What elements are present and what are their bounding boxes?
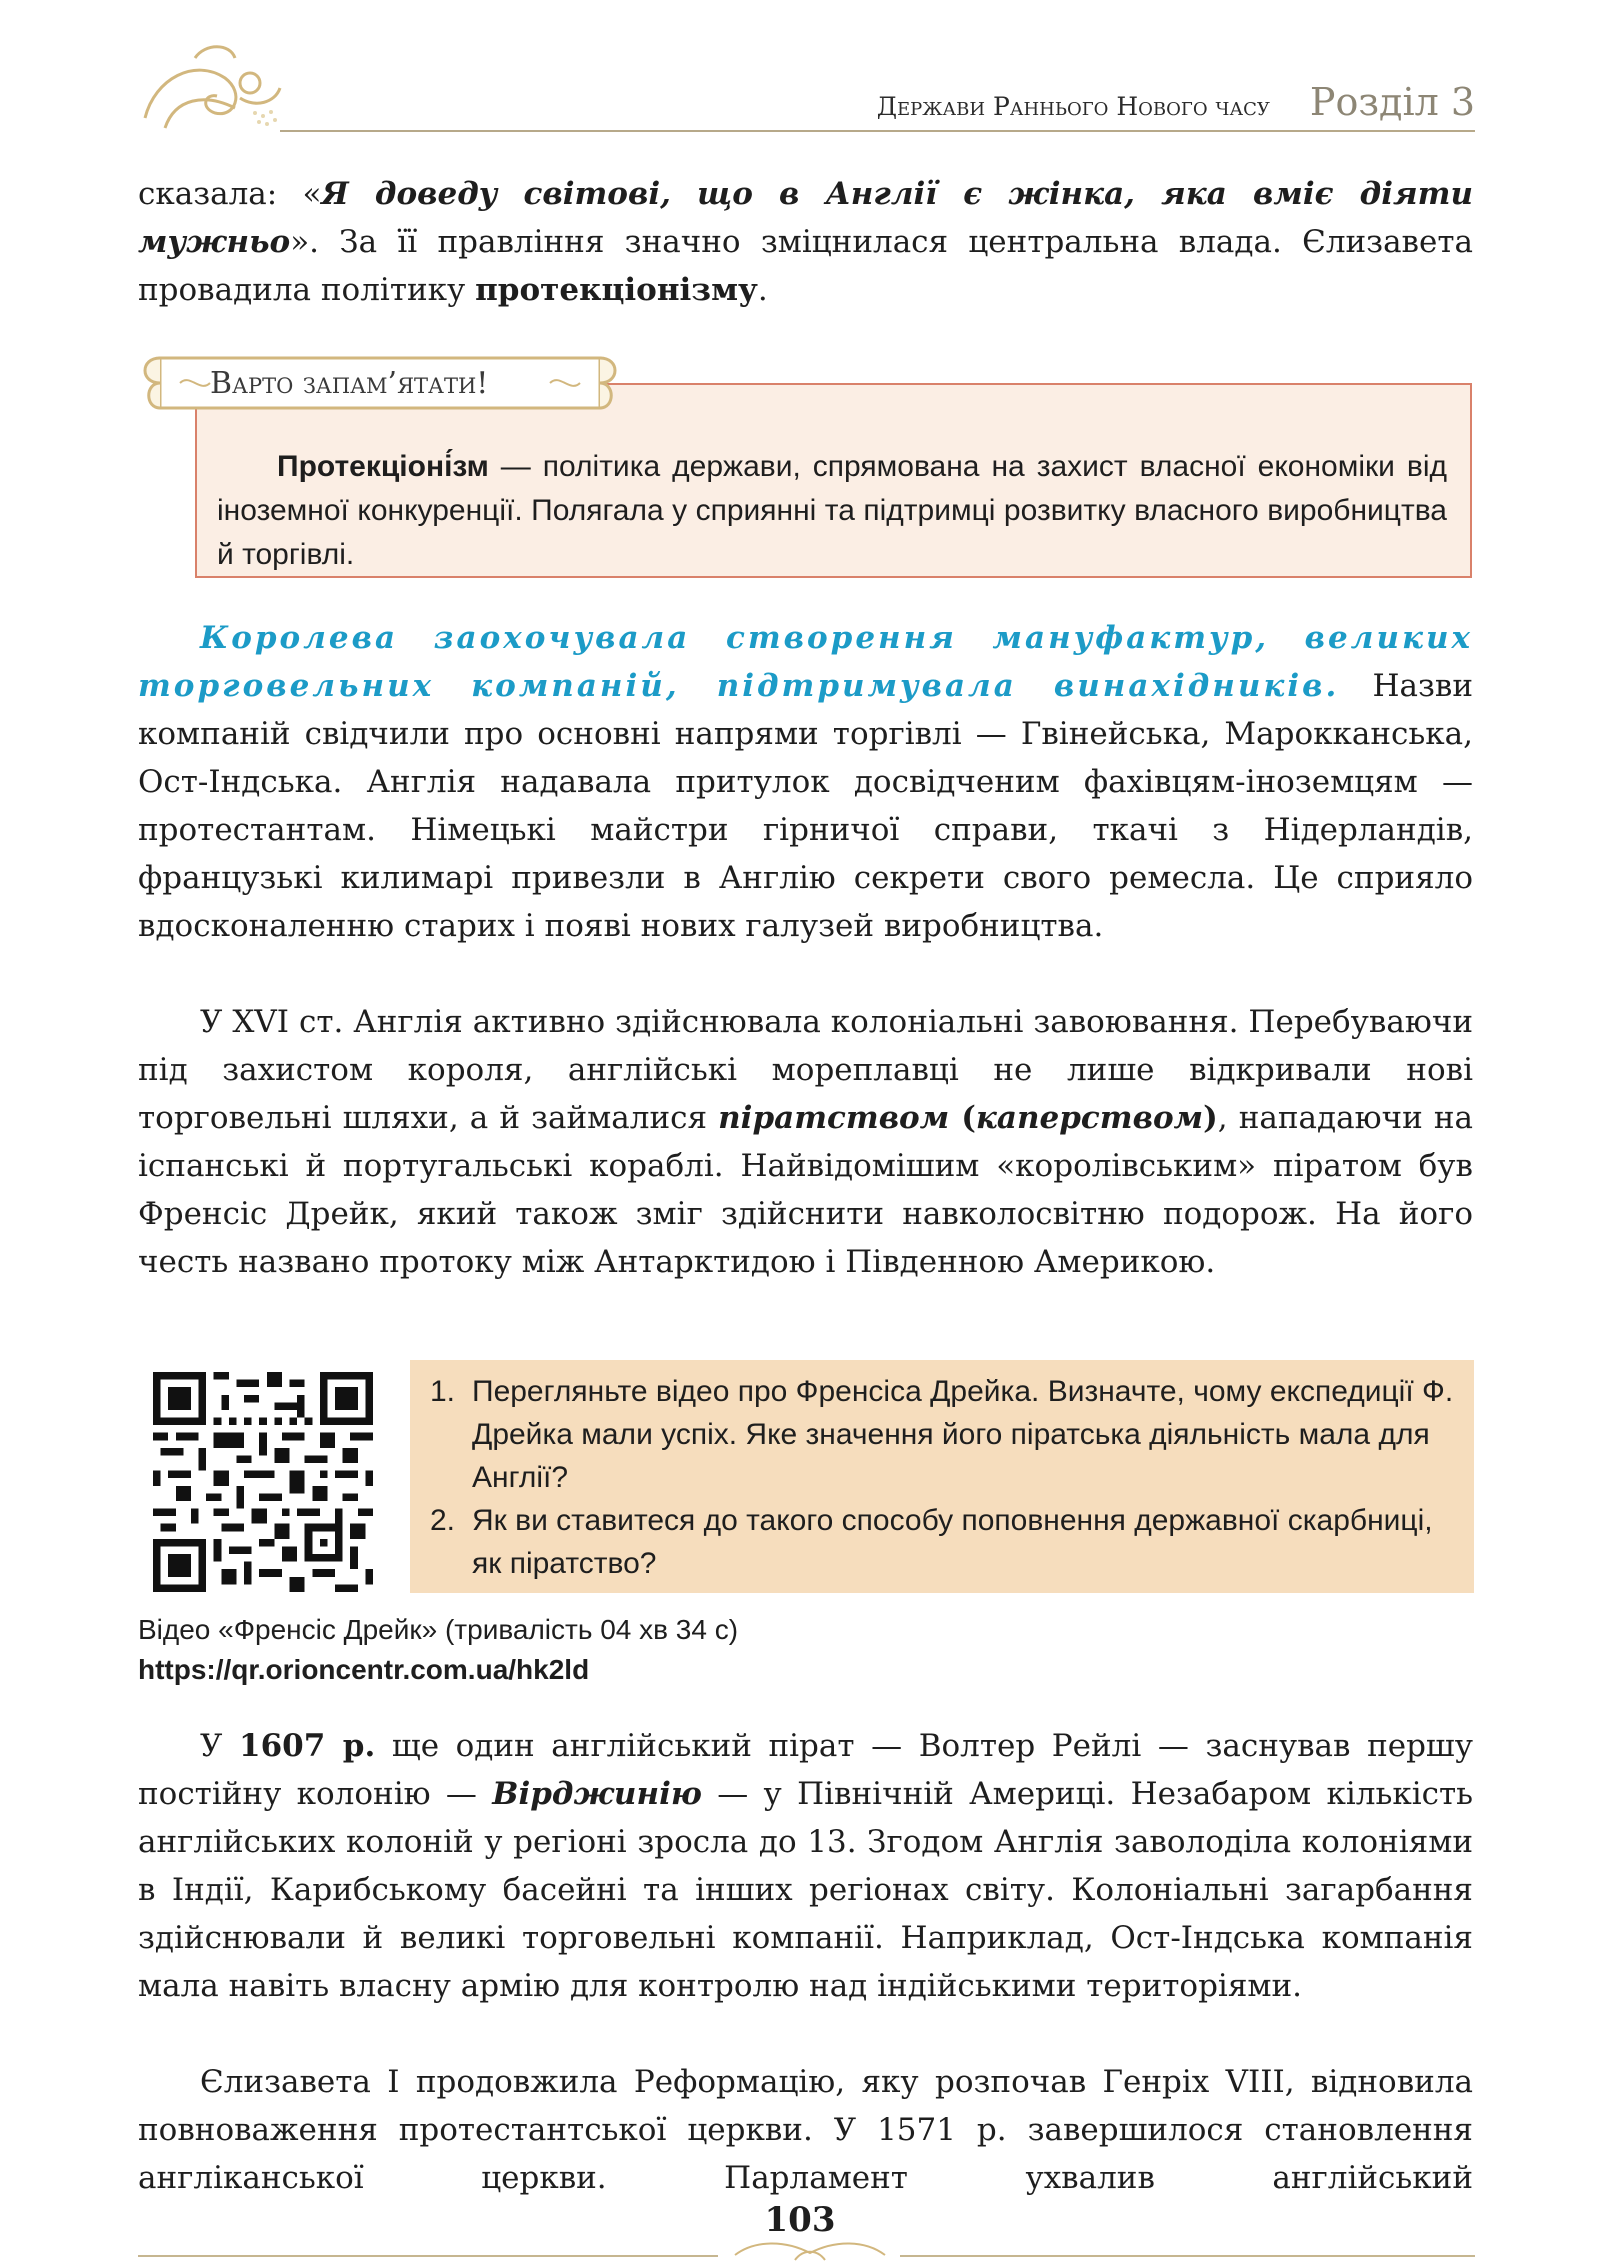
header-chapter-label: Розділ 3 [1309, 80, 1475, 124]
intro-text-1: сказала: « [138, 176, 322, 212]
piracy-text-2: , нападаючи на іспанські й португальські кораблі. Найвідомішим «королівським» піратом був Френсіс Дрейк, який також зміг здійснити навколосвітню подорож. На його честь названо протоку між Антарктидою і Південною Америкою. [138, 1100, 1473, 1280]
colony-virginia: Вірджинію [492, 1776, 702, 1812]
footer-rule-left [138, 2255, 718, 2257]
corner-ornament [135, 38, 285, 138]
header-rule [280, 130, 1475, 132]
remember-definition-text: — політика держави, спрямована на захист власної економіки від іноземної конкуренції. Полягала у сприянні та підтримці розвитку власного виробництва й торгівлі. [217, 450, 1447, 571]
reformation-text: Єлизавета I продовжила Реформацію, яку розпочав Генріх VIII, відновила повноваження протестантської церкви. У 1571 р. завершилося становлення англіканської церкви. Парламент ухвалив англійський [138, 2064, 1473, 2196]
colonies-text-2: ще один англійський пірат — Волтер Рейлі — заснував першу постійну колонію — [138, 1728, 1473, 1812]
task-text: Перегляньте відео про Френсіса Дрейка. Визначте, чому експедиції Ф. Дрейка мали успіх. Яке значення його піратська діяльність мала для Англії? [472, 1375, 1454, 1494]
queen-quote: Я доведу світові, що в Англії є жінка, яка вміє діяти мужньо [138, 176, 1473, 260]
footer-rule-right [900, 2255, 1475, 2257]
term-protectionism: протекціонізму [475, 272, 758, 308]
remember-heading: Варто запам’ятати! [210, 366, 489, 401]
paragraph-reformation [138, 2058, 1473, 2202]
year-1607: 1607 р. [239, 1728, 376, 1764]
task-item [430, 1499, 1460, 1585]
colonies-text-3: — у Північній Америці. Незабаром кількість англійських колоній у регіоні зросла до 13. Згодом Англія заволоділа колоніями в Індії, Карибському басейні та інших регіонах світу. Колоніальні загарбання здійснювали й великі торговельні компанії. Наприклад, Ост-Індська компанія мала навіть власну армію для контролю над індійськими територіями. [138, 1776, 1474, 2004]
paren-close: ) [1203, 1100, 1218, 1136]
highlight-sentence: Королева заохочувала створення мануфактур, великих торговельних компаній, підтримувала винахідників. [138, 620, 1473, 704]
paragraph-colonies [138, 1722, 1473, 2010]
video-link[interactable]: https://qr.orioncentr.com.ua/hk2ld [138, 1654, 590, 1685]
intro-text-2: ». За її правління значно зміцнилася центральна влада. Єлизавета провадила політику [138, 224, 1473, 308]
header-section-title: Держави Раннього Нового часу [876, 92, 1270, 121]
task-item [430, 1370, 1460, 1499]
term-piracy: піратством [718, 1100, 950, 1136]
remember-term: Протекціоні́зм [277, 450, 489, 483]
colonies-text-1: У [200, 1728, 239, 1764]
task-number: 1. [430, 1375, 456, 1408]
paragraph-intro [138, 170, 1473, 314]
footer-ornament [725, 2235, 895, 2263]
running-header [877, 80, 1475, 124]
qr-code[interactable] [153, 1372, 373, 1592]
remember-definition [217, 445, 1447, 577]
intro-text-3: . [757, 272, 768, 308]
piracy-text-1: У XVI ст. Англія активно здійснювала колоніальні завоювання. Перебуваючи під захистом короля, англійські мореплавці не лише відкривали нові торговельні шляхи, а й займалися [138, 1004, 1473, 1136]
paren-open: ( [949, 1100, 976, 1136]
task-list [430, 1370, 1460, 1585]
video-caption: Відео «Френсіс Дрейк» (тривалість 04 хв 34 с) [138, 1614, 739, 1645]
task-number: 2. [430, 1504, 456, 1537]
paragraph-manufactures [138, 614, 1473, 950]
page-number: 103 [764, 2200, 836, 2240]
term-privateering: каперством [975, 1100, 1204, 1136]
manufactures-text: Назви компаній свідчили про основні напрями торгівлі — Гвінейська, Марокканська, Ост-Індська. Англія надавала притулок досвідченим фахівцям-іноземцям — протестантам. Німецькі майстри гірничої справи, ткачі з Нідерландів, французькі килимарі привезли в Англію секрети свого ремесла. Це сприяло вдосконаленню старих і появі нових галузей виробництва. [138, 668, 1473, 944]
paragraph-piracy [138, 998, 1473, 1286]
task-text: Як ви ставитеся до такого способу поповнення державної скарбниці, як піратство? [472, 1504, 1433, 1580]
